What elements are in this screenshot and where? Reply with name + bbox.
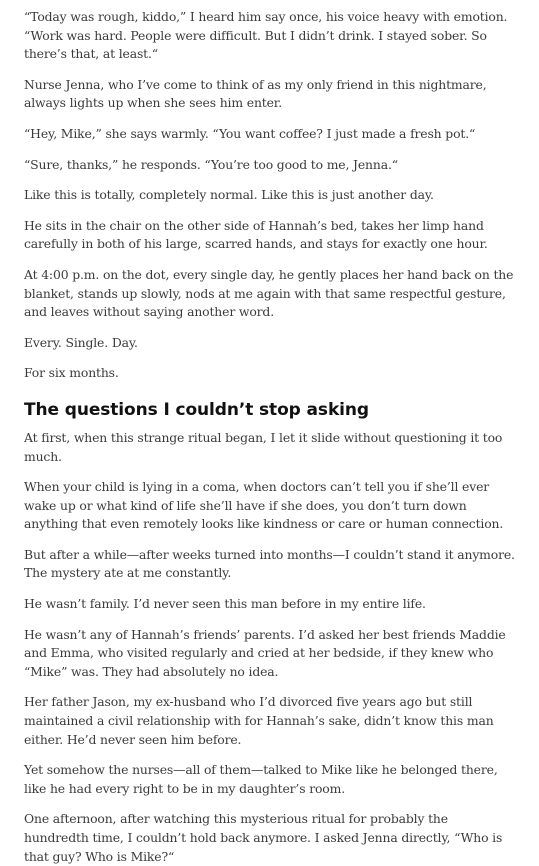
paragraph-nurse-jenna: Nurse Jenna, who I’ve come to think of as my only friend in this nightmare, always lights up when she sees him enter.	[24, 76, 487, 111]
paragraph-father-jason: Her father Jason, my ex-husband who I’d divorced five years ago but still maintained a civil relationship with for Hannah’s sake, didn’t know this man either. He’d never seen him before.	[24, 694, 494, 747]
paragraph-after-a-while: But after a while—after weeks turned into months—I couldn’t stand it anymore. The mystery ate at me constantly.	[24, 546, 515, 581]
paragraph-sure-thanks: “Sure, thanks,” he responds. “You’re too good to me, Jenna.“	[24, 156, 398, 172]
paragraph-friends-parents: He wasn’t any of Hannah’s friends’ parents. I’d asked her best friends Maddie and Emma, who visited regularly and cried at her bedside, if they knew who “Mike” was. They had absolutely no idea.	[24, 626, 506, 679]
paragraph-not-family: He wasn’t family. I’d never seen this man before in my entire life.	[24, 596, 426, 612]
paragraph-every-single-day: Every. Single. Day.	[24, 334, 138, 350]
section-heading: The questions I couldn’t stop asking	[24, 399, 369, 420]
paragraph-sits-in-chair: He sits in the chair on the other side of Hannah’s bed, takes her limp hand carefully in both of his large, scarred hands, and stays for exactly one hour.	[24, 217, 488, 252]
paragraph-nurses-talked: Yet somehow the nurses—all of them—talked to Mike like he belonged there, like he had every right to be in my daughter’s room.	[24, 762, 498, 796]
paragraph-child-in-coma: When your child is lying in a coma, when doctors can’t tell you if she’ll ever wake up or what kind of life she’ll have if she does, you don’t turn down anything that even remotely looks like kindness or care or human connection.	[24, 479, 504, 532]
paragraph-hey-mike: “Hey, Mike,” she says warmly. “You want coffee? I just made a fresh pot.“	[24, 125, 476, 141]
paragraph-at-first: At first, when this strange ritual began, I let it slide without questioning it too much.	[24, 429, 503, 464]
paragraph-totally-normal: Like this is totally, completely normal. Like this is just another day.	[24, 187, 434, 203]
paragraph-today-was-rough: “Today was rough, kiddo,” I heard him say once, his voice heavy with emotion. “Work was hard. People were difficult. But I didn’t drink. I stayed sober. So there’s that, at least.“	[24, 9, 508, 62]
paragraph-one-afternoon: One afternoon, after watching this mysterious ritual for probably the hundredth time, I couldn’t hold back anymore. I asked Jenna directly, “Who is that guy? Who is Mike?“	[24, 811, 503, 864]
paragraph-six-months: For six months.	[24, 365, 119, 381]
paragraph-four-pm: At 4:00 p.m. on the dot, every single day, he gently places her hand back on the blanket, stands up slowly, nods at me again with that same respectful gesture, and leaves without saying another word.	[24, 266, 514, 320]
